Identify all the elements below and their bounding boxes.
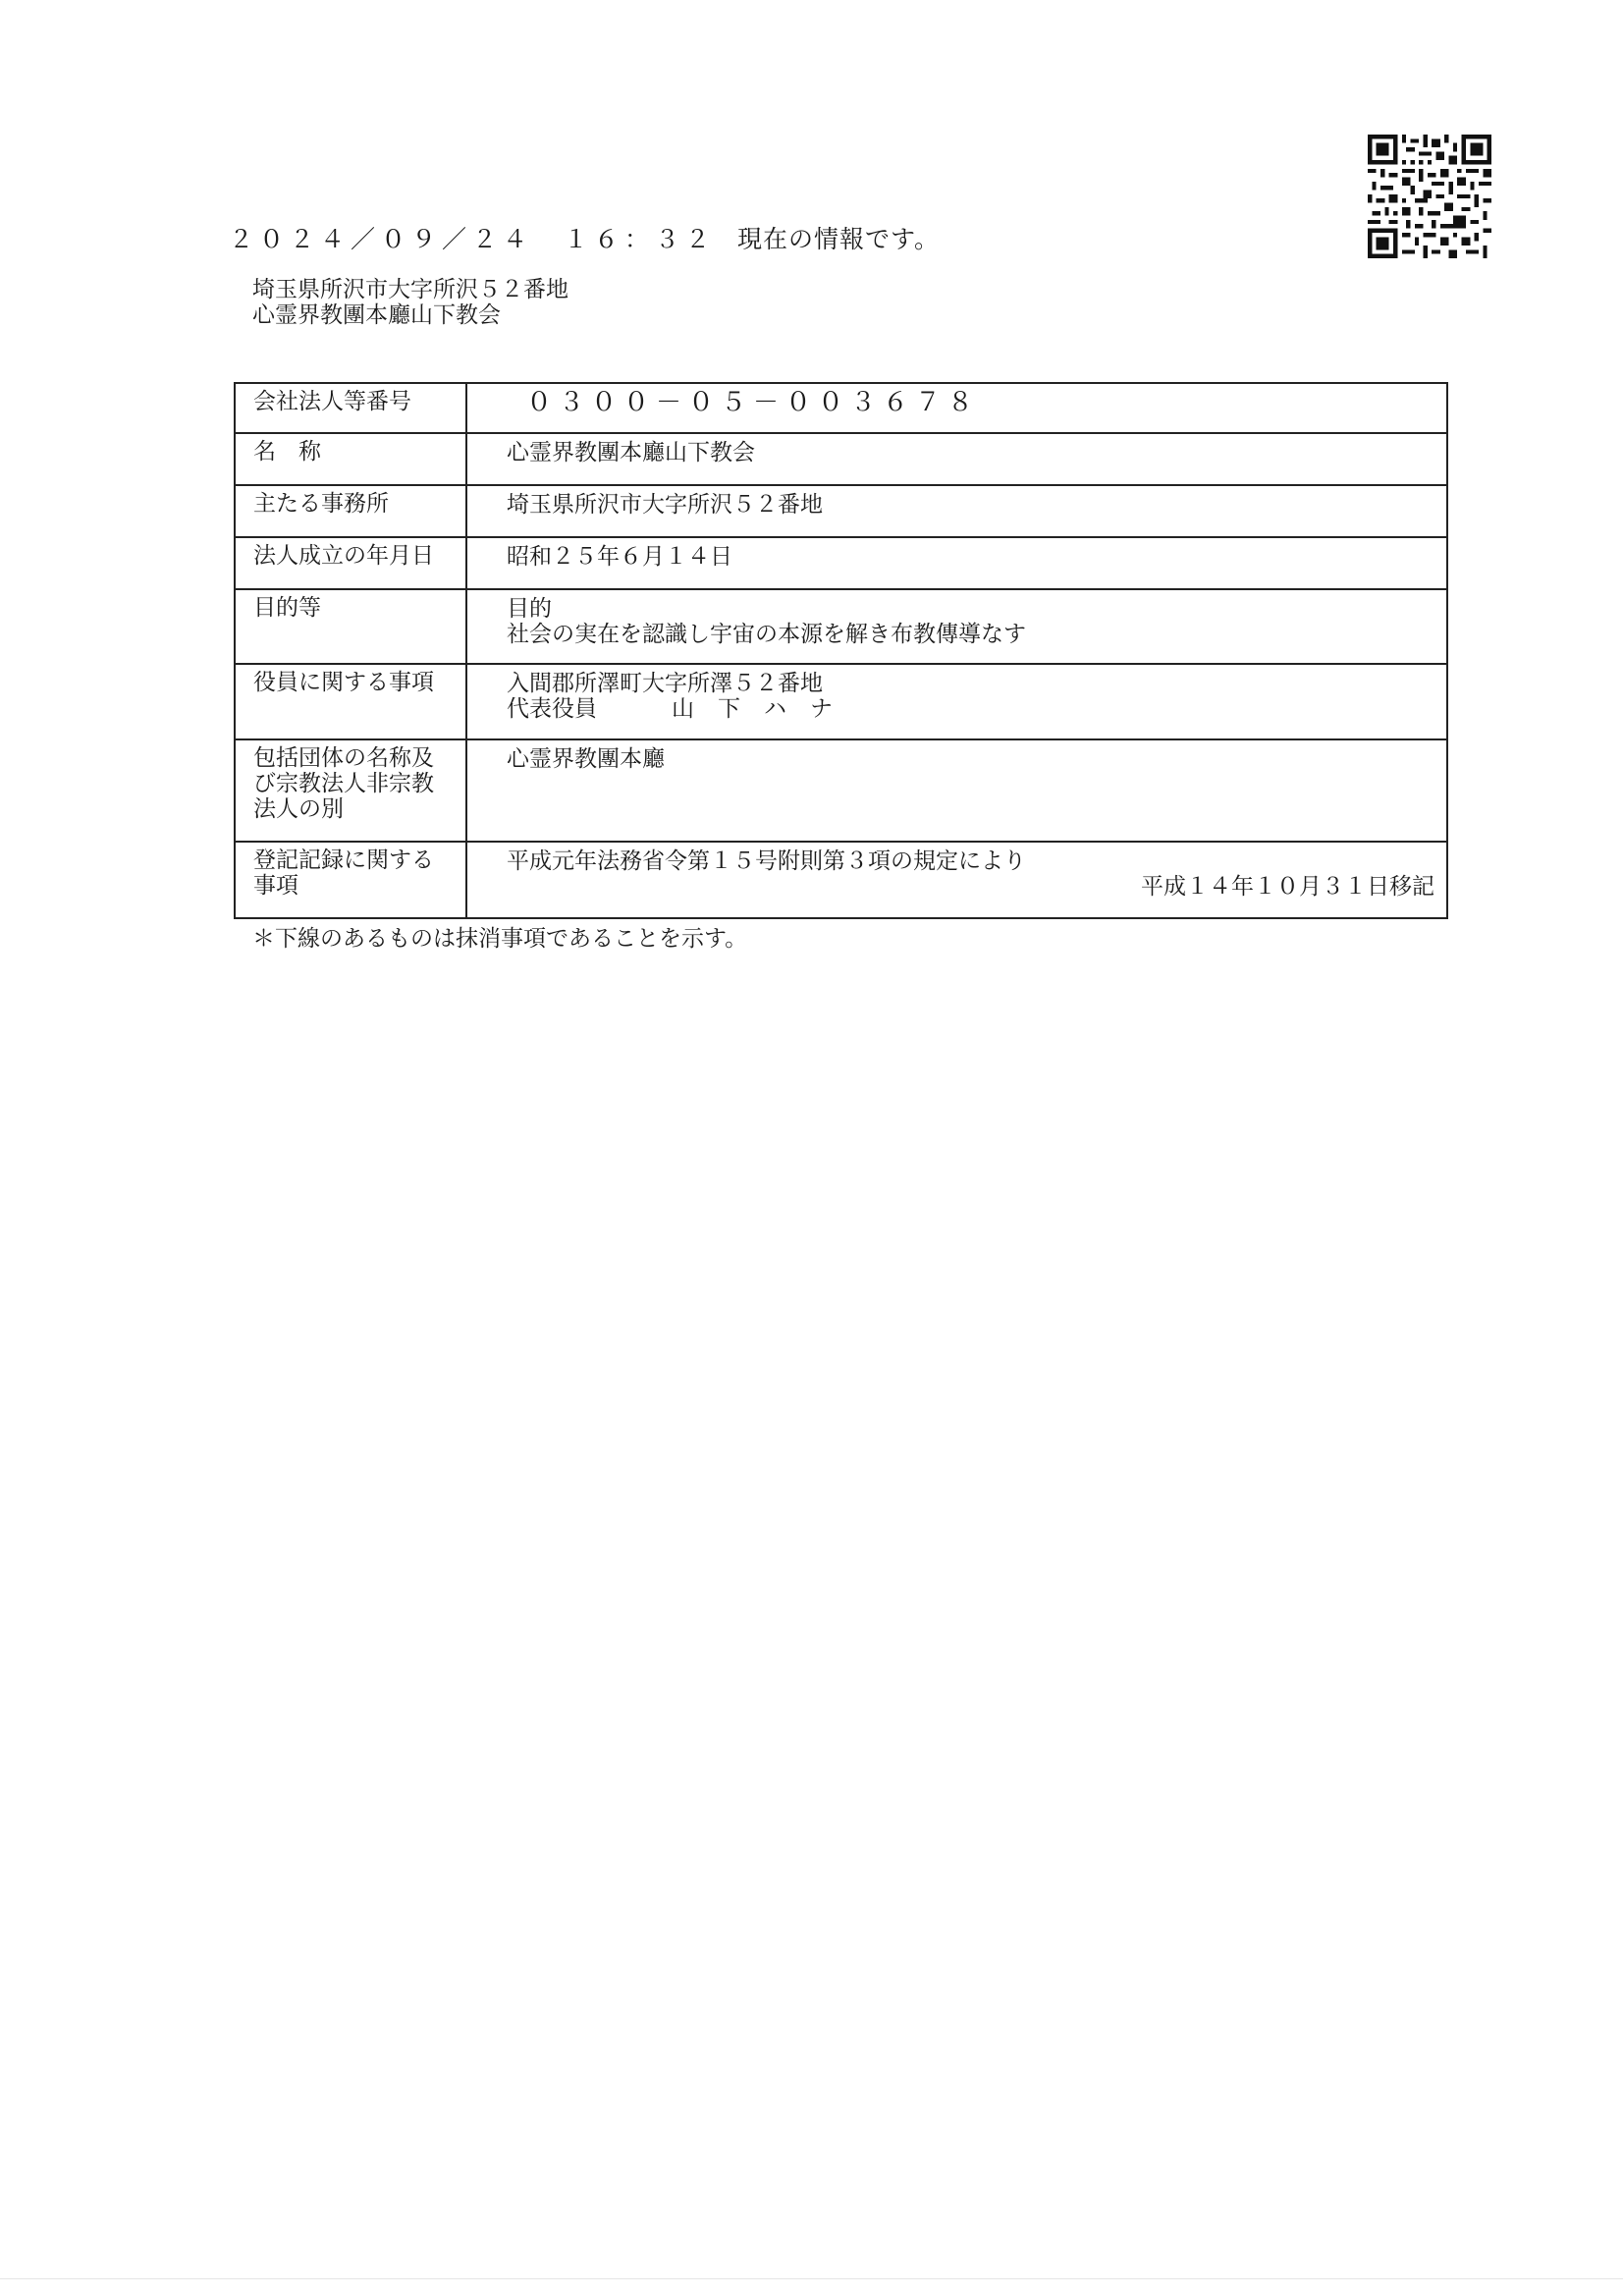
registry-record-line2: 平成１４年１０月３１日移記 [1141, 874, 1434, 900]
row-corp-number [236, 384, 1446, 432]
header-entity-name: 心霊界教團本廳山下教会 [252, 302, 501, 328]
timestamp-value: ２０２４／０９／２４ １６：３２ [229, 225, 717, 253]
officer-role: 代表役員 [507, 696, 597, 722]
row-registry-record [236, 841, 1446, 917]
registry-table [234, 382, 1448, 919]
timestamp-suffix: 現在の情報です。 [737, 225, 941, 253]
row-label: 会社法人等番号 [236, 384, 467, 432]
row-label: 役員に関する事項 [236, 665, 467, 738]
row-established [236, 536, 1446, 588]
row-officers [236, 663, 1446, 738]
qr-code-icon [1368, 135, 1491, 258]
row-label: 名 称 [236, 434, 467, 484]
row-value [467, 590, 1446, 663]
page-edge-divider [0, 2278, 1623, 2279]
row-value [467, 434, 1446, 484]
row-parent-body [236, 738, 1446, 841]
row-value [467, 665, 1446, 738]
row-value [467, 740, 1446, 841]
corp-number-value: ０３００－０５－００３６７８ [526, 388, 981, 417]
print-timestamp [229, 220, 940, 255]
row-value [467, 486, 1446, 536]
row-value [467, 843, 1446, 917]
row-label: 目的等 [236, 590, 467, 663]
officer-address: 入間郡所澤町大字所澤５２番地 [507, 671, 823, 696]
established-value: 昭和２５年６月１４日 [507, 544, 732, 570]
officer-name: 山下ハナ [672, 696, 856, 722]
header-address-block [252, 277, 568, 328]
row-label: 登記記録に関する 事項 [236, 843, 467, 917]
purpose-heading: 目的 [507, 596, 552, 622]
row-label: 主たる事務所 [236, 486, 467, 536]
footnote: ＊下線のあるものは抹消事項であることを示す。 [252, 926, 748, 952]
registry-record-line1: 平成元年法務省令第１５号附則第３項の規定により [507, 848, 1026, 874]
row-value [467, 384, 1446, 432]
name-value: 心霊界教團本廳山下教会 [507, 440, 755, 465]
main-office-value: 埼玉県所沢市大字所沢５２番地 [507, 492, 823, 518]
row-value [467, 538, 1446, 588]
row-name [236, 432, 1446, 484]
row-purpose [236, 588, 1446, 663]
parent-body-value: 心霊界教團本廳 [507, 746, 665, 772]
row-label: 包括団体の名称及 び宗教法人非宗教 法人の別 [236, 740, 467, 841]
officer-entry [507, 696, 1434, 722]
purpose-text: 社会の実在を認識し宇宙の本源を解き布教傳導なす [507, 622, 1026, 647]
header-address: 埼玉県所沢市大字所沢５２番地 [252, 277, 568, 302]
row-main-office [236, 484, 1446, 536]
row-label: 法人成立の年月日 [236, 538, 467, 588]
